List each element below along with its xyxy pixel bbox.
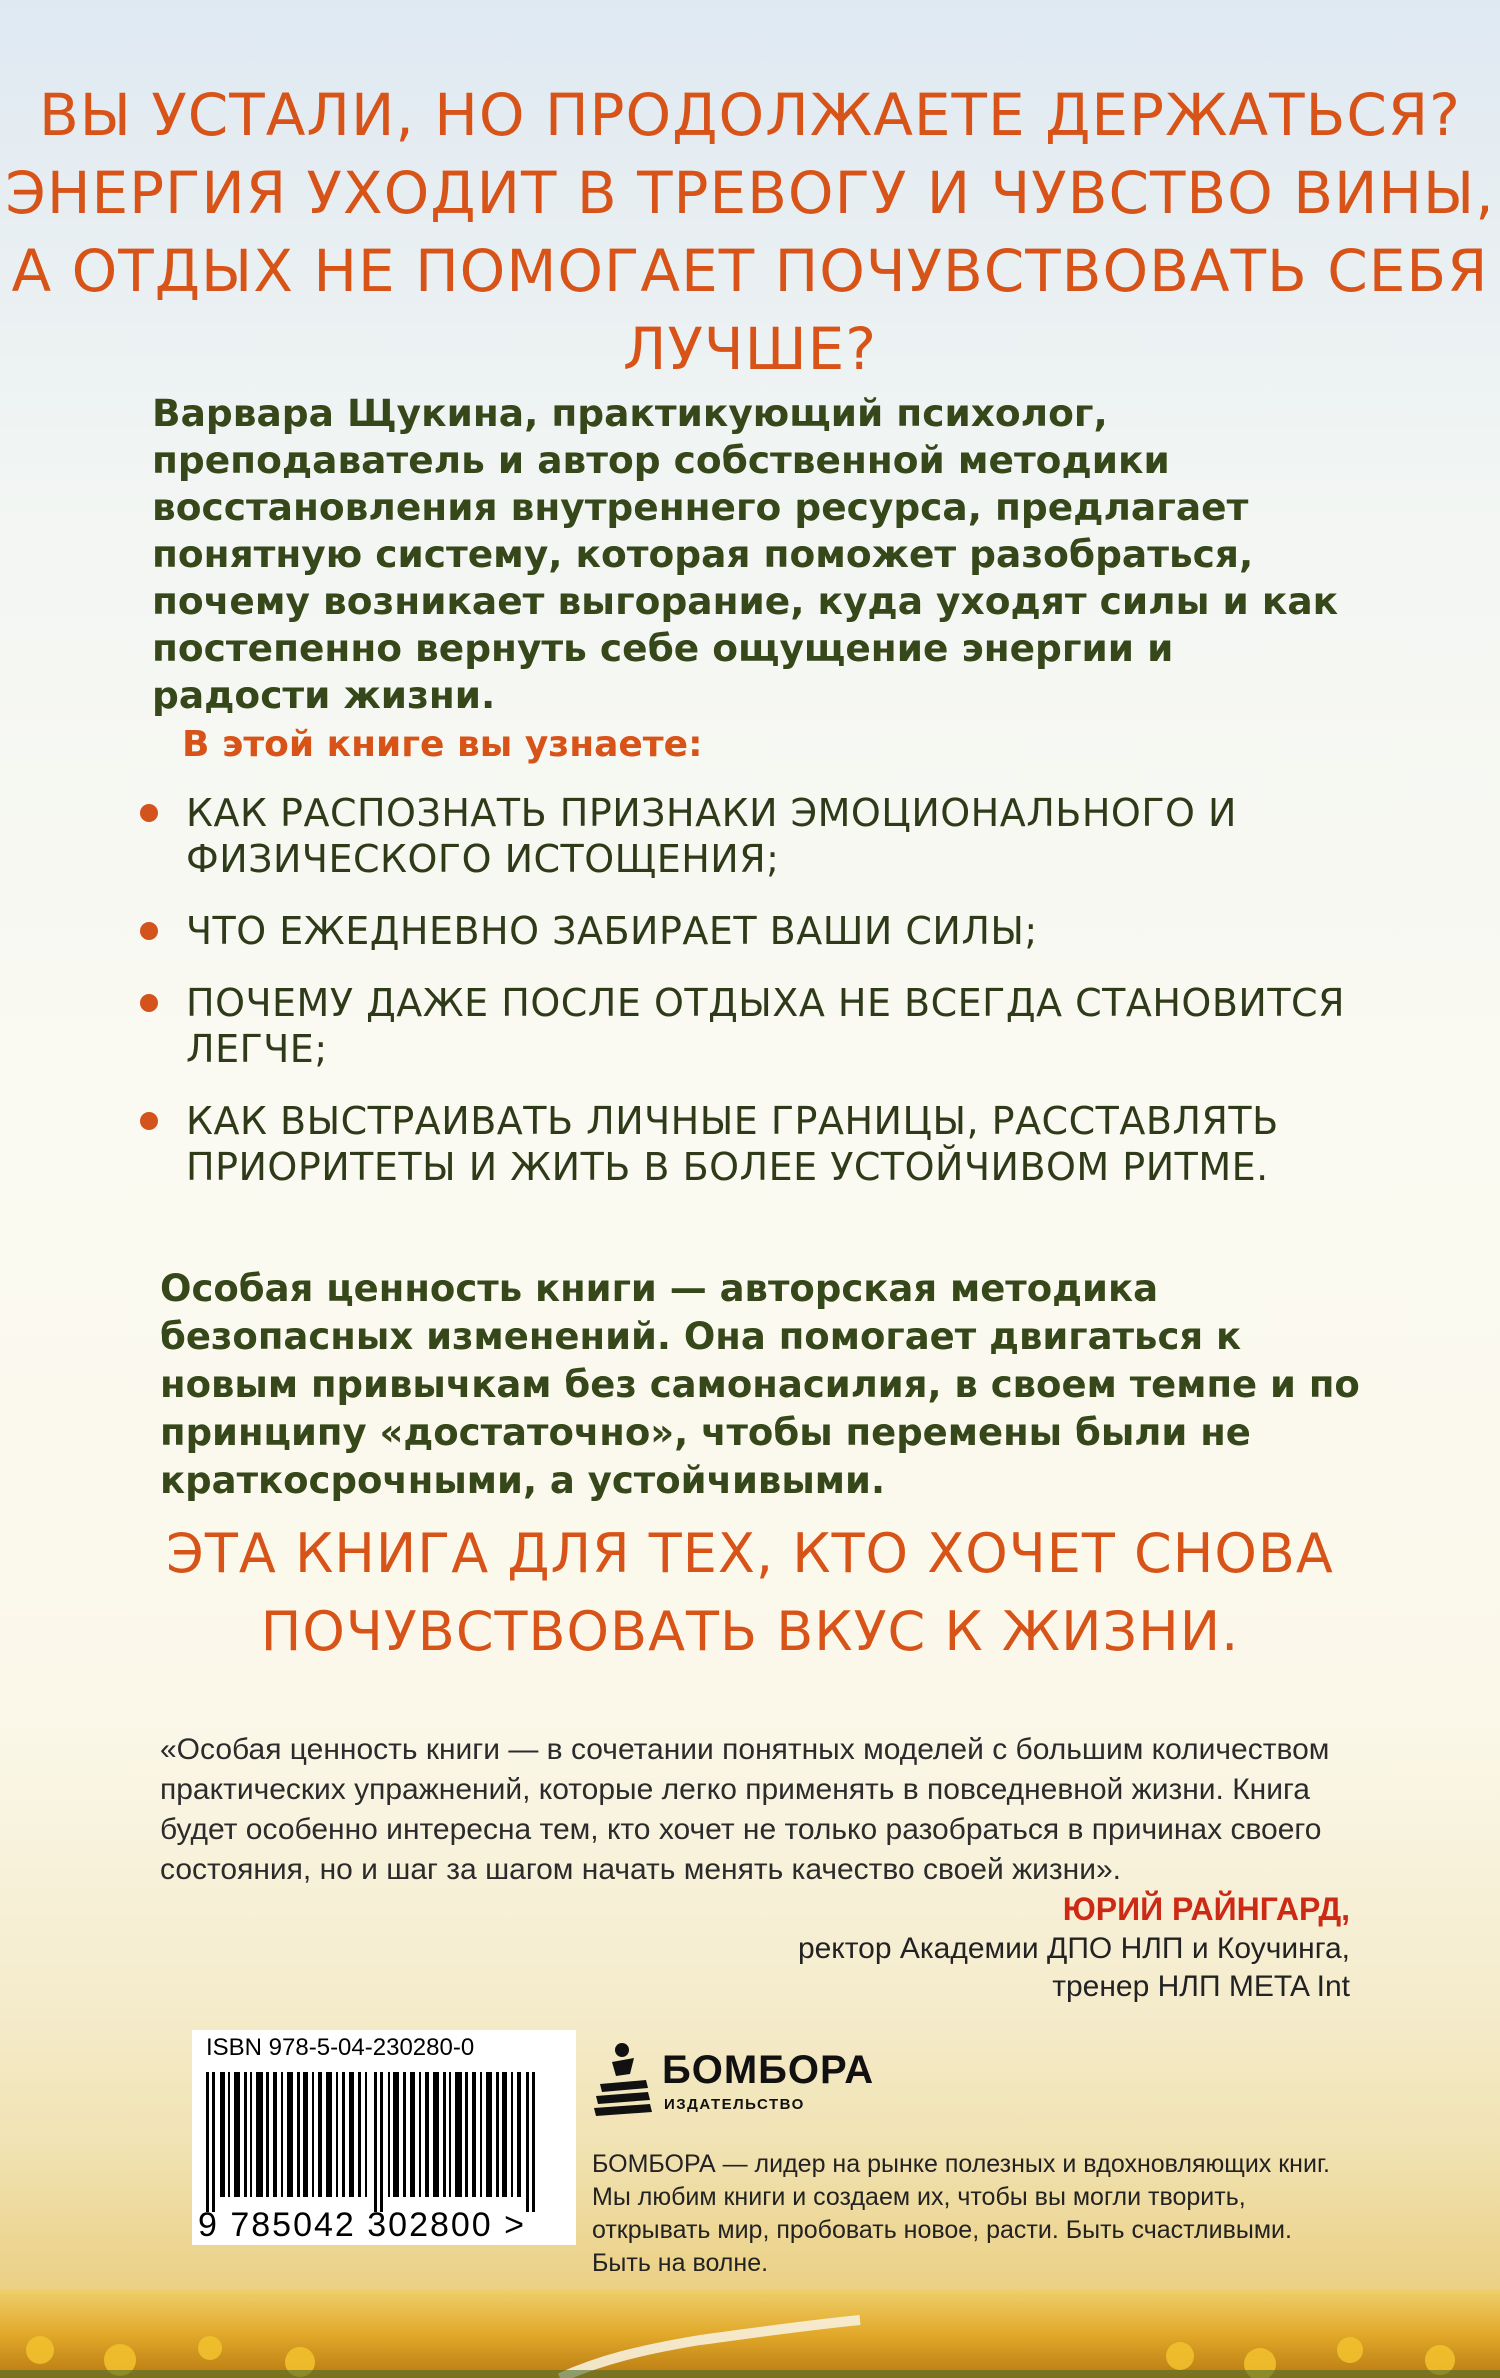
value-paragraph: Особая ценность книги — авторская методика безопасных изменений. Она помогает двигаться к новым привычкам без самонасилия, в своем темпе и по принципу «достаточно», чтобы перемены были не краткосрочными, а устойчивыми. (160, 1267, 1360, 1502)
bullet-item (140, 980, 1390, 1072)
publisher-logo-word: БОМБОРА (662, 2048, 875, 2092)
bullet-text: КАК РАСПОЗНАТЬ ПРИЗНАКИ ЭМОЦИОНАЛЬНОГО И ФИЗИЧЕСКОГО ИСТОЩЕНИЯ; (186, 791, 1237, 881)
publisher-description: БОМБОРА — лидер на рынке полезных и вдохновляющих книг. Мы любим книги и создаем их, чтобы вы могли творить, открывать мир, пробовать новое, расти. Быть счастливыми. Быть на волне. (592, 2150, 1330, 2277)
intro-paragraph: Варвара Щукина, практикующий психолог, преподаватель и автор собственной методики восстановления внутреннего ресурса, предлагает понятную систему, которая поможет разобраться, почему возникает выгорание, куда уходят силы и как постепенно вернуть себе ощущение энергии и радости жизни. (152, 391, 1339, 717)
bullet-text: ПОЧЕМУ ДАЖЕ ПОСЛЕ ОТДЫХА НЕ ВСЕГДА СТАНОВИТСЯ ЛЕГЧЕ; (186, 981, 1345, 1071)
headline-top: ВЫ УСТАЛИ, НО ПРОДОЛЖАЕТЕ ДЕРЖАТЬСЯ? ЭНЕРГИЯ УХОДИТ В ТРЕВОГУ И ЧУВСТВО ВИНЫ, А ОТДЫХ НЕ ПОМОГАЕТ ПОЧУВСТВОВАТЬ СЕБЯ ЛУЧШЕ? (5, 81, 1495, 383)
isbn-barcode (192, 2030, 576, 2245)
bullet-dot-icon (140, 922, 158, 940)
bullet-dot-icon (140, 1112, 158, 1130)
headline-bottom: ЭТА КНИГА ДЛЯ ТЕХ, КТО ХОЧЕТ СНОВА ПОЧУВСТВОВАТЬ ВКУС К ЖИЗНИ. (166, 1522, 1334, 1663)
bullet-text: ЧТО ЕЖЕДНЕВНО ЗАБИРАЕТ ВАШИ СИЛЫ; (186, 909, 1038, 953)
isbn-label: ISBN 978-5-04-230280-0 (206, 2034, 475, 2061)
author-role-line-2: тренер НЛП META Int (1052, 1970, 1350, 2003)
bullet-item (140, 790, 1390, 882)
bullet-item (140, 1098, 1390, 1190)
sunflower-field-illustration (0, 2290, 1500, 2378)
bullet-dot-icon (140, 994, 158, 1012)
bullet-list (140, 790, 1390, 1216)
bullet-text: КАК ВЫСТРАИВАТЬ ЛИЧНЫЕ ГРАНИЦЫ, РАССТАВЛЯТЬ ПРИОРИТЕТЫ И ЖИТЬ В БОЛЕЕ УСТОЙЧИВОМ РИТМЕ. (186, 1099, 1279, 1189)
bullet-dot-icon (140, 804, 158, 822)
testimonial-quote: «Особая ценность книги — в сочетании понятных моделей с большим количеством практических упражнений, которые легко применять в повседневной жизни. Книга будет особенно интересна тем, кто хочет не только разобраться в причинах своего состояния, но и шаг за шагом начать менять качество своей жизни». (160, 1733, 1330, 1886)
learn-section-title: В этой книге вы узнаете: (182, 724, 703, 765)
publisher-logo-sub: ИЗДАТЕЛЬСТВО (664, 2096, 805, 2113)
bombora-logo-icon (590, 2040, 654, 2124)
barcode-bars (206, 2072, 556, 2212)
author-role-line-1: ректор Академии ДПО НЛП и Коучинга, (797, 1932, 1350, 1965)
testimonial-author (798, 1888, 1350, 2006)
publisher-logo (590, 2040, 875, 2130)
author-name: ЮРИЙ РАЙНГАРД, (1062, 1891, 1350, 1927)
ean-digits: 9 785042 302800 > (198, 2206, 527, 2244)
bullet-item (140, 908, 1390, 954)
